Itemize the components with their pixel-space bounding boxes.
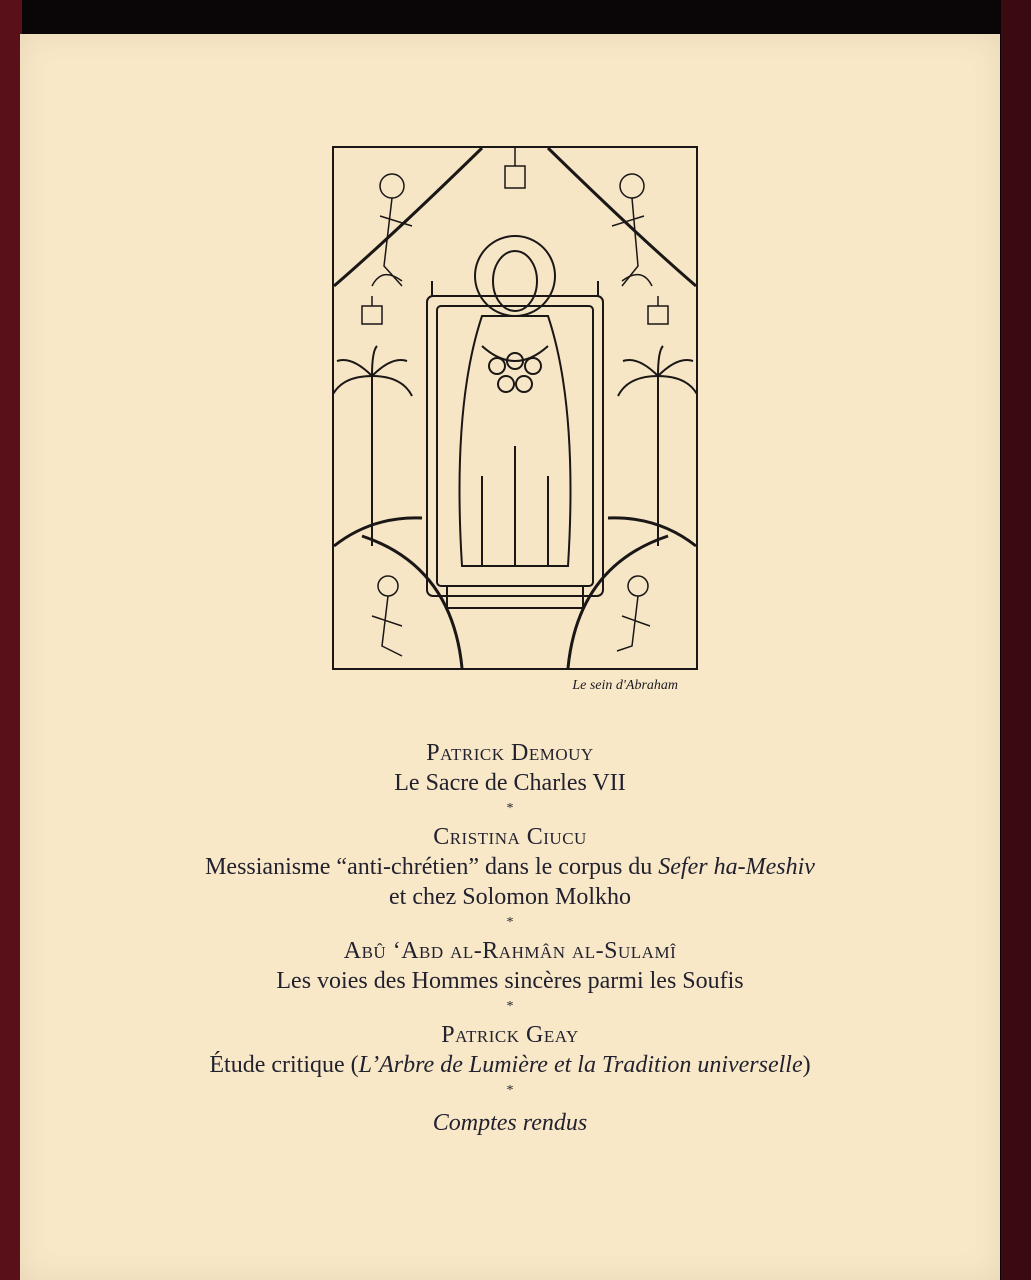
toc-entry-4: [20, 1020, 1000, 1102]
toc-entry-3: [20, 936, 1000, 1018]
author-name: Patrick Demouy: [426, 740, 594, 766]
article-title-line-1: [20, 852, 1000, 882]
article-title-text: Messianisme “anti-chrétien” dans le corpus du: [205, 854, 659, 880]
separator-star: *: [506, 999, 514, 1014]
book-cover-page: [20, 34, 1000, 1280]
separator-star: *: [506, 1083, 514, 1098]
article-title-prefix: Étude critique (: [209, 1052, 359, 1078]
author-name: Abû ‘Abd al-Rahmân al-Sulamî: [343, 938, 677, 964]
toc-entry-1: [20, 738, 1000, 820]
author-name: Cristina Ciucu: [433, 824, 587, 850]
red-frame-right: [1001, 0, 1031, 1280]
article-title-italic: Sefer ha-Meshiv: [658, 854, 815, 880]
article-title-italic: L’Arbre de Lumière et la Tradition universelle: [358, 1052, 803, 1078]
article-title-suffix: ): [802, 1052, 811, 1078]
toc-entry-2: [20, 822, 1000, 934]
engraving-illustration: [332, 146, 698, 670]
comptes-rendus-label: Comptes rendus: [432, 1110, 588, 1136]
red-frame-left: [0, 0, 22, 1280]
article-title: [20, 1050, 1000, 1080]
article-title: Le Sacre de Charles VII: [394, 770, 626, 796]
separator-star: *: [506, 915, 514, 930]
article-title-line-2: et chez Solomon Molkho: [389, 884, 631, 910]
article-title: Les voies des Hommes sincères parmi les Soufis: [276, 968, 744, 994]
table-of-contents: [20, 736, 1000, 1138]
author-name: Patrick Geay: [441, 1022, 579, 1048]
separator-star: *: [506, 801, 514, 816]
illustration-caption: Le sein d'Abraham: [572, 678, 678, 693]
medieval-engraving-icon: [332, 146, 698, 670]
